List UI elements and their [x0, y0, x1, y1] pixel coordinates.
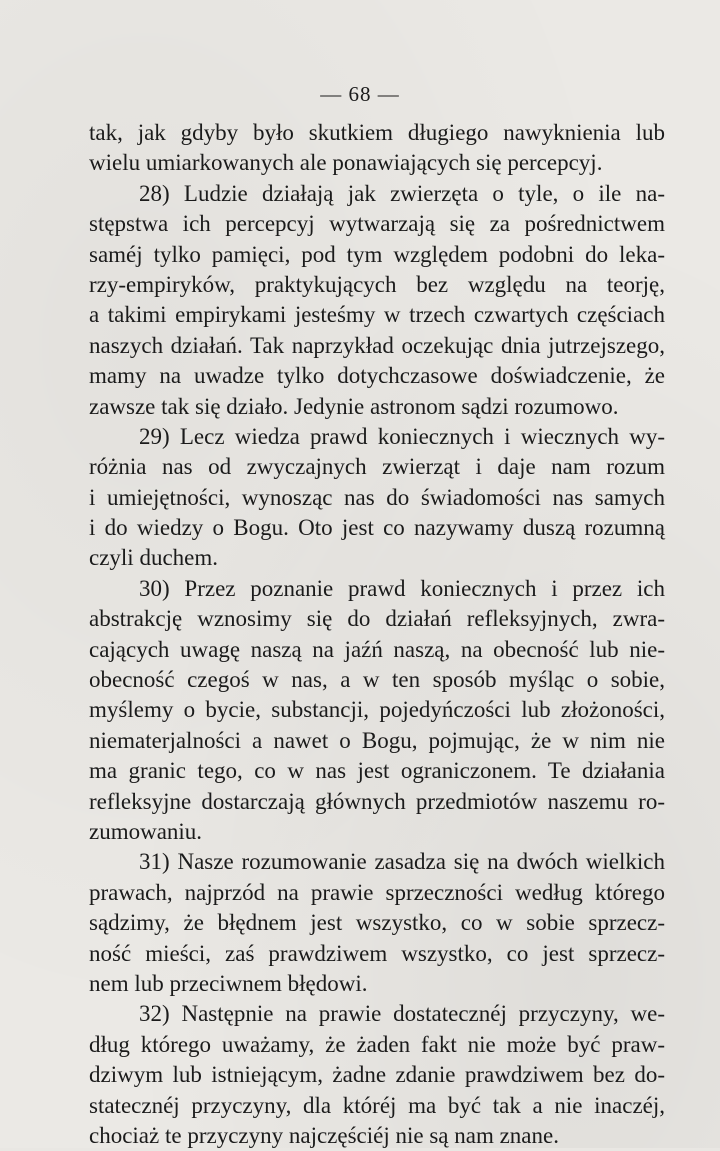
- text-line: abstrakcję wznosimy się do działań refleksyjnych, zwra-: [89, 606, 665, 632]
- text-line: 31) Nasze rozumowanie zasadza się na dwóch wielkich: [139, 849, 665, 875]
- text-line: naszych działań. Tak naprzykład oczekując dnia jutrzejszego,: [89, 332, 665, 358]
- text-line: stępstwa ich percepcyj wytwarzają się za pośrednictwem: [89, 211, 665, 237]
- text-line: obecność czegoś w nas, a w ten sposób myśląc o sobie,: [89, 667, 665, 693]
- text-line: mamy na uwadze tylko dotychczasowe doświadczenie, że: [89, 363, 665, 389]
- page-number: — 68 —: [320, 82, 400, 106]
- text-line: a takimi empirykami jesteśmy w trzech czwartych częściach: [89, 302, 665, 328]
- text-line: saméj tylko pamięci, pod tym względem podobni do leka-: [89, 241, 665, 267]
- text-line: prawach, najprzód na prawie sprzeczności według którego: [89, 879, 665, 905]
- page-body-text: [89, 118, 665, 1151]
- text-line: wielu umiarkowanych ale ponawiających się percepcyj.: [89, 150, 603, 176]
- text-line: tak, jak gdyby było skutkiem długiego nawyknienia lub: [89, 120, 665, 145]
- text-line: dziwym lub istniejącym, żadne zdanie prawdziwem bez do-: [89, 1062, 665, 1088]
- text-line: dług którego uważamy, że żaden fakt nie może być praw-: [89, 1031, 665, 1057]
- text-line: i do wiedzy o Bogu. Oto jest co nazywamy duszą rozumną: [89, 515, 665, 541]
- text-line: myślemy o bycie, substancji, pojedyńczości lub złożoności,: [89, 697, 665, 723]
- text-line: refleksyjne dostarczają głównych przedmiotów naszemu ro-: [89, 788, 665, 814]
- text-line: statecznéj przyczyny, dla któréj ma być tak a nie inaczéj,: [89, 1092, 665, 1118]
- text-line: zumowaniu.: [89, 818, 203, 844]
- text-line: i umiejętności, wynosząc nas do świadomości nas samych: [89, 484, 665, 510]
- text-line: 30) Przez poznanie prawd koniecznych i przez ich: [139, 575, 665, 601]
- text-line: cających uwagę naszą na jaźń naszą, na obecność lub nie-: [89, 636, 665, 662]
- text-line: zawsze tak się działo. Jedynie astronom sądzi rozumowo.: [89, 393, 619, 419]
- text-line: 28) Ludzie działają jak zwierzęta o tyle, o ile na-: [139, 180, 665, 206]
- text-line: 32) Następnie na prawie dostatecznéj przyczyny, we-: [139, 1001, 665, 1027]
- text-line: czyli duchem.: [89, 545, 219, 571]
- text-line: ność mieści, zaś prawdziwem wszystko, co jest sprzecz-: [89, 940, 665, 966]
- text-line: rzy-empiryków, praktykujących bez względu na teorję,: [89, 271, 665, 297]
- text-line: niematerjalności a nawet o Bogu, pojmując, że w nim nie: [89, 727, 665, 753]
- text-line: 29) Lecz wiedza prawd koniecznych i wiecznych wy-: [139, 423, 665, 449]
- text-line: różnia nas od zwyczajnych zwierząt i daje nam rozum: [89, 454, 665, 480]
- text-line: ma granic tego, co w nas jest ograniczonem. Te działania: [89, 758, 665, 784]
- text-line: sądzimy, że błędnem jest wszystko, co w sobie sprzecz-: [89, 910, 665, 936]
- text-line: nem lub przeciwnem błędowi.: [89, 970, 368, 996]
- text-line: chociaż te przyczyny najczęściéj nie są nam znane.: [89, 1122, 559, 1148]
